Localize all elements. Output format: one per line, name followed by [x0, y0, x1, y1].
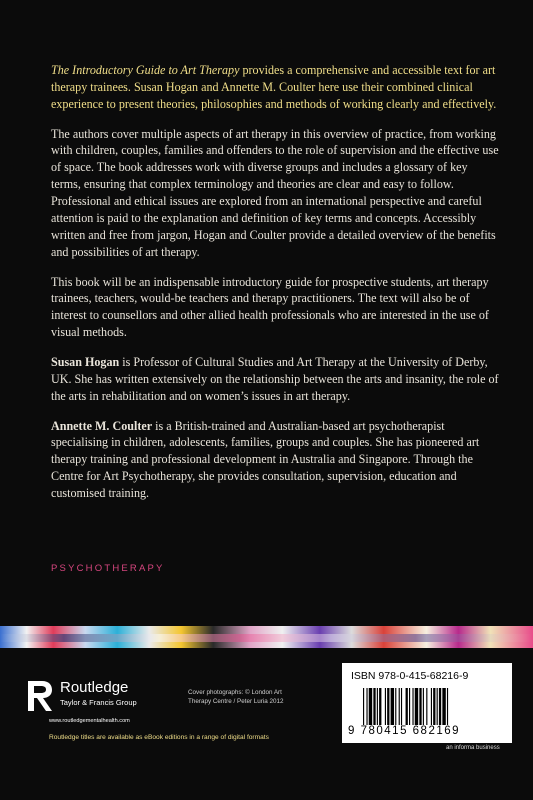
- author-name: Annette M. Coulter: [51, 418, 153, 433]
- publisher-name: Routledge: [60, 679, 129, 696]
- ebook-note: Routledge titles are available as eBook editions in a range of digital formats: [49, 734, 269, 741]
- barcode-bar: [363, 688, 364, 725]
- barcode-bar: [406, 688, 408, 725]
- barcode-bar: [431, 688, 432, 725]
- author-name: Susan Hogan: [51, 354, 120, 369]
- barcode-bar: [373, 688, 375, 725]
- barcode-bar: [377, 688, 378, 725]
- barcode-bar: [419, 688, 421, 725]
- publisher-group: Taylor & Francis Group: [60, 698, 137, 707]
- routledge-logo: [26, 679, 137, 713]
- barcode-bar: [385, 688, 386, 725]
- barcode-bar: [391, 688, 394, 725]
- barcode-bar: [442, 688, 445, 725]
- barcode-bar: [379, 688, 381, 725]
- barcode-digits: 9 780415 682169: [348, 725, 461, 737]
- barcode-bar: [415, 688, 418, 725]
- category-label: PSYCHOTHERAPY: [51, 563, 165, 574]
- author-bio-hogan: Susan Hogan is Professor of Cultural Studies and Art Therapy at the University of Derby, UK. She has written extensively on the relationship between the arts and insanity, the role of the arts in rehabilitation and on women’s issues in art therapy.: [51, 354, 499, 403]
- routledge-r-icon: [26, 679, 54, 713]
- barcode-bar: [439, 688, 441, 725]
- barcode-bar: [366, 688, 367, 725]
- isbn-barcode: [342, 663, 512, 743]
- isbn-label: ISBN 978-0-415-68216-9: [351, 670, 469, 682]
- barcode-bar: [423, 688, 424, 725]
- barcode-bar: [387, 688, 389, 725]
- color-strip: [0, 626, 533, 648]
- informa-tagline: an informa business: [446, 745, 500, 751]
- blurb-paragraph-audience: This book will be an indispensable introductory guide for prospective students, art therapy trainees, teachers, would-be teachers and therapy practitioners. The text will also be of interest to counsellors and other allied health professionals who are interested in the use of visual methods.: [51, 274, 489, 340]
- barcode-bar: [395, 688, 396, 725]
- barcode-bar: [426, 688, 427, 725]
- barcode-bar: [401, 688, 402, 725]
- barcode-bar: [412, 688, 413, 725]
- publisher-url[interactable]: www.routledgementalhealth.com: [49, 718, 130, 724]
- barcode-bar: [447, 688, 448, 725]
- blurb-paragraph-intro: The Introductory Guide to Art Therapy provides a comprehensive and accessible text for art therapy trainees. Susan Hogan and Annette M. Coulter here use their combined clinical experience to present theories, philosophies and methods of working clearly and effectively.: [51, 63, 497, 111]
- barcode-bar: [399, 688, 400, 725]
- cover-credits: Cover photographs: © London Art Therapy Centre / Peter Luria 2012: [188, 689, 284, 705]
- blurb-paragraph-overview: The authors cover multiple aspects of art therapy in this overview of practice, from working with children, couples, families and offenders to the role of supervision and the effective use of space. The book addresses work with diverse groups and includes a glossary of key terms, ensuring that complex terminology and theories are clear and easy to follow. Professional and ethical issues are explored from an international perspective and careful attention is paid to the explanation and definition of key terms and concepts. Accessibly written and free from jargon, Hogan and Coulter provide a detailed overview of the benefits and possibilities of art therapy.: [51, 126, 499, 259]
- barcode-bar: [369, 688, 372, 725]
- barcode-bars: [363, 688, 501, 725]
- book-title: The Introductory Guide to Art Therapy: [51, 63, 240, 77]
- barcode-bar: [409, 688, 410, 725]
- blurb-text: [51, 62, 499, 515]
- author-bio-coulter: Annette M. Coulter is a British-trained and Australian-based art psychotherapist specialising in children, adolescents, families, groups and couples. She has pioneered art therapy training and professional development in Australia and Singapore. Through the Centre for Art Psychotherapy, she provides consultation, supervision, education and customised training.: [51, 418, 480, 501]
- barcode-bar: [433, 688, 435, 725]
- barcode-bar: [437, 688, 438, 725]
